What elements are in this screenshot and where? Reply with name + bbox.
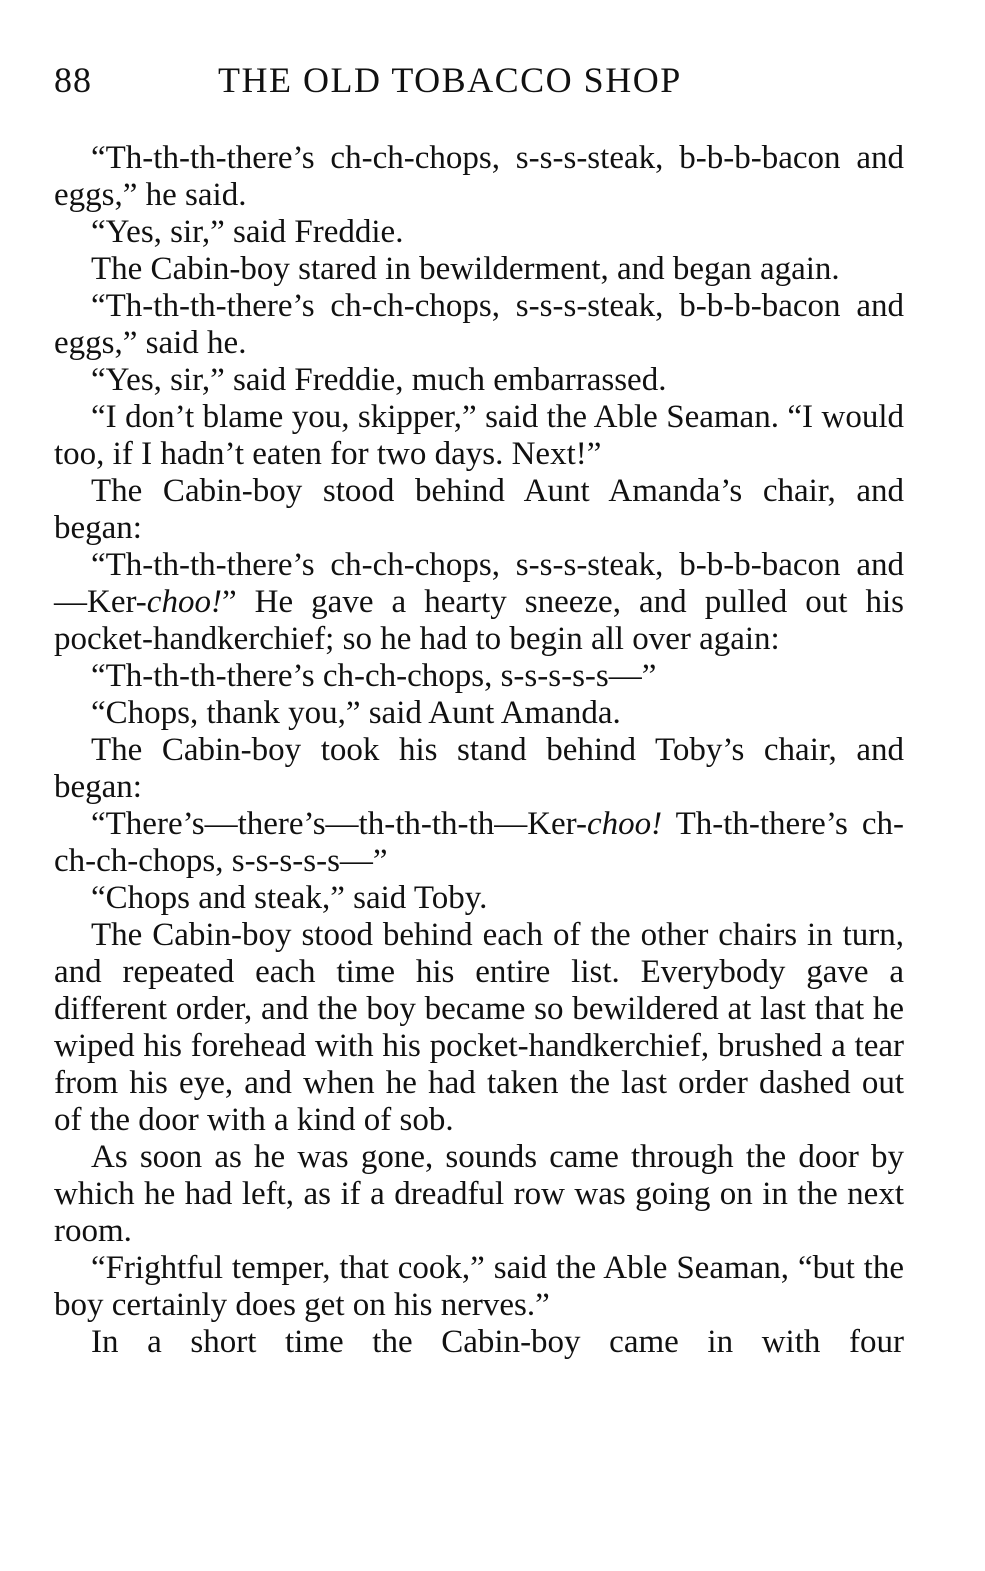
paragraph: “Th-th-th-there’s ch-ch-chops, s-s-s-s-s—” [91, 658, 657, 694]
running-head: THE OLD TOBACCO SHOP [218, 60, 682, 100]
page-number: 88 [54, 60, 92, 100]
paragraph-text: “There’s—there’s—th-th-th-th—Ker- [91, 806, 587, 842]
paragraph: The Cabin-boy took his stand behind Toby’s chair, and began: [54, 732, 904, 805]
paragraph: The Cabin-boy stared in bewilderment, and began again. [91, 251, 840, 287]
paragraph: “Chops and steak,” said Toby. [91, 880, 488, 916]
italic-exclamation: choo! [146, 584, 222, 620]
paragraph: As soon as he was gone, sounds came through the door by which he had left, as if a dreadful row was going on in the next room. [54, 1139, 904, 1249]
paragraph-text: ” He gave a hearty sneeze, and pulled out his pocket-handkerchief; so he had to begin all over again: [54, 584, 904, 657]
paragraph: “Frightful temper, that cook,” said the Able Seaman, “but the boy certainly does get on his nerves.” [54, 1250, 904, 1323]
page-header [54, 58, 914, 102]
paragraph [54, 806, 904, 880]
paragraph: “Yes, sir,” said Freddie, much embarrassed. [91, 362, 667, 398]
paragraph: The Cabin-boy stood behind each of the other chairs in turn, and repeated each time his entire list. Everybody gave a different order, and the boy became so bewildered at last that he wiped his forehead with his pocket-handkerchief, brushed a tear from his eye, and when he had taken the last order dashed out of the door with a kind of sob. [54, 917, 904, 1138]
paragraph: The Cabin-boy stood behind Aunt Amanda’s chair, and began: [54, 473, 904, 546]
paragraph: “Yes, sir,” said Freddie. [91, 214, 404, 250]
paragraph-text: Th-th-there’s ch-ch-ch-chops, s-s-s-s-s—” [54, 806, 904, 879]
paragraph-continued: In a short time the Cabin-boy came in with four [91, 1324, 904, 1360]
paragraph: “Chops, thank you,” said Aunt Amanda. [91, 695, 621, 731]
body-text [54, 140, 904, 1361]
italic-exclamation: choo! [587, 806, 663, 842]
paragraph-text: “Th-th-th-there’s ch-ch-chops, s-s-s-steak, b-b-b-bacon and—Ker- [54, 547, 904, 620]
paragraph: “I don’t blame you, skipper,” said the Able Seaman. “I would too, if I hadn’t eaten for two days. Next!” [54, 399, 904, 472]
paragraph: “Th-th-th-there’s ch-ch-chops, s-s-s-steak, b-b-b-bacon and eggs,” said he. [54, 288, 904, 361]
paragraph [54, 547, 904, 658]
paragraph: “Th-th-th-there’s ch-ch-chops, s-s-s-steak, b-b-b-bacon and eggs,” he said. [54, 140, 904, 213]
